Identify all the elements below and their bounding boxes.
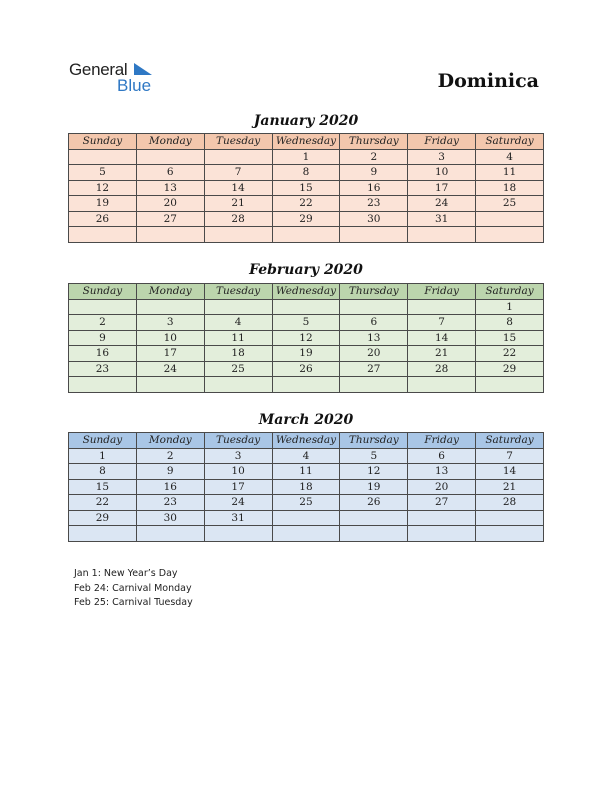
week-row (69, 361, 544, 377)
day-cell: 7 (408, 315, 476, 331)
day-cell: 23 (69, 361, 137, 377)
day-cell: 18 (476, 180, 544, 196)
day-cell (340, 299, 408, 315)
day-cell: 30 (340, 211, 408, 227)
day-cell: 25 (476, 196, 544, 212)
day-cell: 21 (476, 479, 544, 495)
day-cell: 13 (136, 180, 204, 196)
day-cell: 2 (136, 448, 204, 464)
day-cell (476, 510, 544, 526)
day-cell: 8 (476, 315, 544, 331)
day-cell: 15 (272, 180, 340, 196)
holiday-note: Feb 25: Carnival Tuesday (74, 597, 193, 608)
week-row (69, 464, 544, 480)
day-cell: 24 (408, 196, 476, 212)
week-row (69, 510, 544, 526)
day-cell: 18 (204, 346, 272, 362)
weekday-header: Wednesday (272, 433, 340, 449)
holiday-note: Feb 24: Carnival Monday (74, 582, 192, 594)
day-cell (69, 299, 137, 315)
day-cell (136, 377, 204, 393)
weekday-header: Monday (136, 134, 204, 150)
day-cell (408, 526, 476, 542)
day-cell: 24 (204, 495, 272, 511)
day-cell: 1 (476, 299, 544, 315)
weekday-header: Friday (408, 284, 476, 300)
weekday-header-row (69, 284, 544, 300)
month-title-february: February 2020 (249, 262, 363, 278)
week-row (69, 299, 544, 315)
day-cell: 15 (69, 479, 137, 495)
day-cell: 3 (408, 149, 476, 165)
day-cell: 11 (272, 464, 340, 480)
weekday-header: Saturday (476, 284, 544, 300)
day-cell: 31 (408, 211, 476, 227)
day-cell: 13 (408, 464, 476, 480)
day-cell: 7 (204, 165, 272, 181)
day-cell: 17 (136, 346, 204, 362)
day-cell: 8 (69, 464, 137, 480)
country-title: Dominica (437, 70, 539, 92)
day-cell: 25 (272, 495, 340, 511)
day-cell: 1 (69, 448, 137, 464)
week-row (69, 346, 544, 362)
day-cell: 4 (476, 149, 544, 165)
day-cell: 5 (69, 165, 137, 181)
day-cell: 11 (204, 330, 272, 346)
week-row (69, 526, 544, 542)
week-row (69, 315, 544, 331)
day-cell: 5 (340, 448, 408, 464)
day-cell: 22 (69, 495, 137, 511)
week-row (69, 196, 544, 212)
day-cell: 4 (204, 315, 272, 331)
day-cell: 9 (69, 330, 137, 346)
week-row (69, 448, 544, 464)
day-cell (136, 299, 204, 315)
calendar-january (68, 133, 544, 243)
logo-text-general: General (69, 60, 128, 79)
day-cell: 12 (69, 180, 137, 196)
day-cell (272, 510, 340, 526)
day-cell (408, 299, 476, 315)
day-cell (340, 227, 408, 243)
calendar-february (68, 283, 544, 393)
day-cell (69, 377, 137, 393)
day-cell: 27 (408, 495, 476, 511)
day-cell: 6 (408, 448, 476, 464)
day-cell (204, 299, 272, 315)
day-cell: 3 (136, 315, 204, 331)
day-cell: 9 (136, 464, 204, 480)
weekday-header: Tuesday (204, 134, 272, 150)
week-row (69, 479, 544, 495)
month-title-march: March 2020 (258, 412, 354, 428)
day-cell: 14 (408, 330, 476, 346)
week-row (69, 495, 544, 511)
week-row (69, 180, 544, 196)
day-cell: 26 (340, 495, 408, 511)
weekday-header: Wednesday (272, 284, 340, 300)
day-cell: 12 (340, 464, 408, 480)
day-cell (408, 227, 476, 243)
day-cell: 28 (408, 361, 476, 377)
day-cell: 30 (136, 510, 204, 526)
logo-triangle-icon (134, 63, 152, 77)
weekday-header: Thursday (340, 433, 408, 449)
day-cell (476, 377, 544, 393)
day-cell: 14 (476, 464, 544, 480)
day-cell: 5 (272, 315, 340, 331)
day-cell: 7 (476, 448, 544, 464)
day-cell (408, 510, 476, 526)
day-cell: 16 (340, 180, 408, 196)
day-cell: 6 (136, 165, 204, 181)
weekday-header: Friday (408, 433, 476, 449)
day-cell: 16 (69, 346, 137, 362)
day-cell (136, 526, 204, 542)
day-cell (408, 377, 476, 393)
day-cell (476, 227, 544, 243)
weekday-header: Friday (408, 134, 476, 150)
weekday-header: Sunday (69, 134, 137, 150)
weekday-header: Saturday (476, 433, 544, 449)
week-row (69, 330, 544, 346)
day-cell: 2 (340, 149, 408, 165)
day-cell (204, 526, 272, 542)
day-cell: 19 (272, 346, 340, 362)
day-cell: 21 (204, 196, 272, 212)
day-cell: 3 (204, 448, 272, 464)
day-cell: 16 (136, 479, 204, 495)
day-cell: 26 (69, 211, 137, 227)
week-row (69, 377, 544, 393)
day-cell: 29 (69, 510, 137, 526)
weekday-header-row (69, 433, 544, 449)
holiday-day-cell: 25 (204, 361, 272, 377)
day-cell: 2 (69, 315, 137, 331)
day-cell: 20 (408, 479, 476, 495)
day-cell: 20 (340, 346, 408, 362)
day-cell: 15 (476, 330, 544, 346)
weekday-header: Tuesday (204, 284, 272, 300)
day-cell (69, 526, 137, 542)
weekday-header: Tuesday (204, 433, 272, 449)
day-cell: 22 (476, 346, 544, 362)
weekday-header: Monday (136, 284, 204, 300)
day-cell (340, 510, 408, 526)
day-cell: 18 (272, 479, 340, 495)
day-cell: 12 (272, 330, 340, 346)
day-cell: 23 (136, 495, 204, 511)
day-cell: 31 (204, 510, 272, 526)
day-cell: 19 (340, 479, 408, 495)
day-cell: 10 (204, 464, 272, 480)
week-row (69, 211, 544, 227)
day-cell: 6 (340, 315, 408, 331)
day-cell: 4 (272, 448, 340, 464)
day-cell: 11 (476, 165, 544, 181)
weekday-header: Thursday (340, 134, 408, 150)
day-cell: 29 (272, 211, 340, 227)
day-cell: 20 (136, 196, 204, 212)
weekday-header: Thursday (340, 284, 408, 300)
week-row (69, 149, 544, 165)
day-cell: 22 (272, 196, 340, 212)
weekday-header-row (69, 134, 544, 150)
day-cell: 29 (476, 361, 544, 377)
week-row (69, 227, 544, 243)
day-cell: 17 (204, 479, 272, 495)
logo-text-blue: Blue (117, 76, 152, 95)
day-cell (340, 377, 408, 393)
day-cell: 14 (204, 180, 272, 196)
day-cell: 21 (408, 346, 476, 362)
day-cell: 28 (204, 211, 272, 227)
day-cell (272, 227, 340, 243)
day-cell: 8 (272, 165, 340, 181)
holiday-day-cell: 24 (136, 361, 204, 377)
day-cell (204, 149, 272, 165)
day-cell: 27 (136, 211, 204, 227)
day-cell: 26 (272, 361, 340, 377)
day-cell (340, 526, 408, 542)
weekday-header: Saturday (476, 134, 544, 150)
calendar-march (68, 432, 544, 542)
day-cell: 13 (340, 330, 408, 346)
week-row (69, 165, 544, 181)
day-cell: 10 (136, 330, 204, 346)
day-cell (204, 227, 272, 243)
day-cell (272, 299, 340, 315)
weekday-header: Sunday (69, 433, 137, 449)
day-cell (476, 211, 544, 227)
day-cell: 9 (340, 165, 408, 181)
holiday-note: Jan 1: New Year’s Day (74, 568, 178, 579)
day-cell: 27 (340, 361, 408, 377)
day-cell (136, 227, 204, 243)
weekday-header: Monday (136, 433, 204, 449)
month-title-january: January 2020 (253, 113, 359, 129)
holiday-notes (74, 567, 193, 611)
generalblue-logo (69, 60, 169, 96)
day-cell (69, 149, 137, 165)
day-cell (476, 526, 544, 542)
weekday-header: Wednesday (272, 134, 340, 150)
day-cell: 28 (476, 495, 544, 511)
day-cell (69, 227, 137, 243)
holiday-day-cell: 1 (272, 149, 340, 165)
day-cell: 10 (408, 165, 476, 181)
day-cell: 19 (69, 196, 137, 212)
day-cell: 23 (340, 196, 408, 212)
day-cell (272, 526, 340, 542)
day-cell (204, 377, 272, 393)
weekday-header: Sunday (69, 284, 137, 300)
day-cell (272, 377, 340, 393)
day-cell (136, 149, 204, 165)
day-cell: 17 (408, 180, 476, 196)
